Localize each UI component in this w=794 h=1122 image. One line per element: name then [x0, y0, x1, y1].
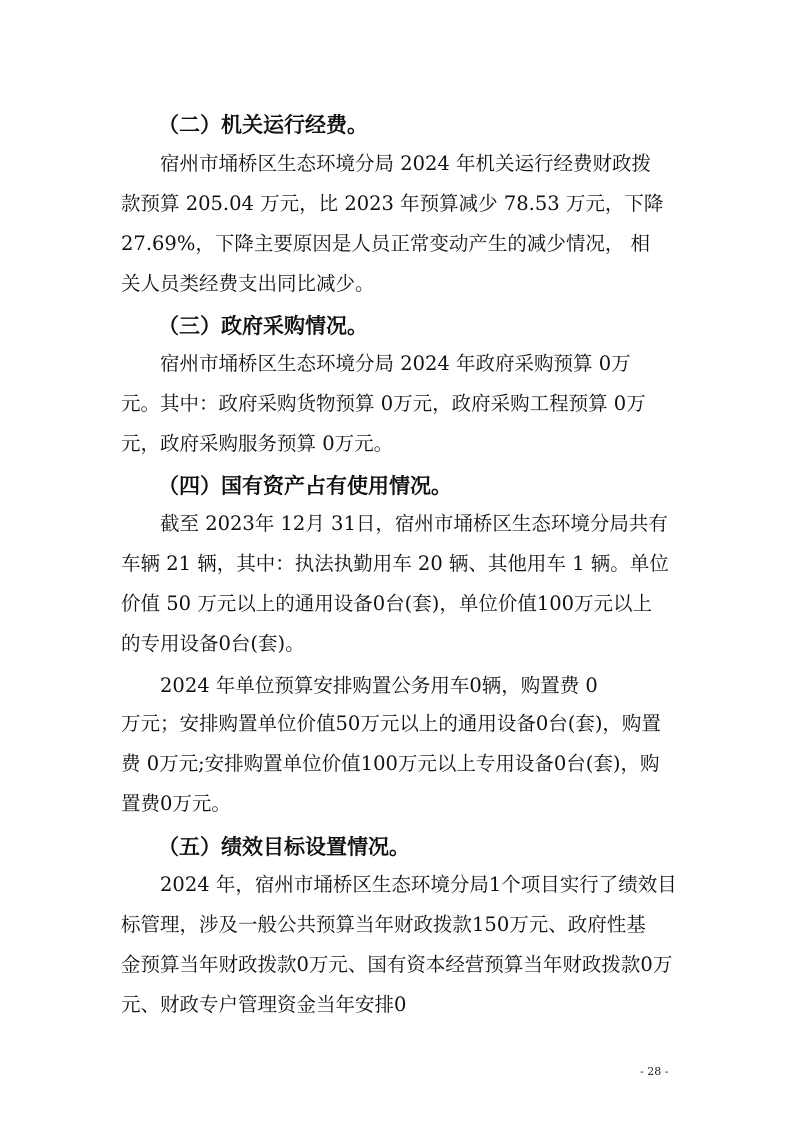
paragraph-line: 万元；安排购置单位价值50万元以上的通用设备0台(套)，购置: [121, 712, 661, 735]
paragraph-line: 2024 年，宿州市埇桥区生态环境分局1个项目实行了绩效目: [160, 873, 677, 896]
paragraph-line: 金预算当年财政拨款0万元、国有资本经营预算当年财政拨款0万: [121, 953, 673, 976]
paragraph-line: 置费0万元。: [121, 792, 231, 815]
paragraph-line: 2024 年单位预算安排购置公务用车0辆，购置费 0: [160, 674, 598, 697]
paragraph-line: 标管理，涉及一般公共预算当年财政拨款150万元、政府性基: [121, 913, 646, 936]
paragraph-line: 元、财政专户管理资金当年安排0: [121, 993, 407, 1016]
paragraph-line: 元，政府采购服务预算 0万元。: [121, 432, 394, 455]
section-heading-4: （四）国有资产占有使用情况。: [158, 474, 452, 498]
paragraph-line: 宿州市埇桥区生态环境分局 2024 年机关运行经费财政拨: [160, 152, 652, 175]
section-heading-3: （三）政府采购情况。: [158, 314, 368, 338]
paragraph-line: 截至 2023年 12月 31日，宿州市埇桥区生态环境分局共有: [160, 512, 668, 535]
paragraph-line: 的专用设备0台(套)。: [121, 632, 305, 655]
paragraph-line: 元。其中：政府采购货物预算 0万元，政府采购工程预算 0万: [121, 392, 646, 415]
section-heading-5: （五）绩效目标设置情况。: [158, 835, 410, 859]
page-number: - 28 -: [640, 1065, 669, 1078]
paragraph-line: 宿州市埇桥区生态环境分局 2024 年政府采购预算 0万: [160, 352, 631, 375]
paragraph-line: 价值 50 万元以上的通用设备0台(套)，单位价值100万元以上: [121, 592, 653, 615]
paragraph-line: 27.69%，下降主要原因是人员正常变动产生的减少情况， 相: [121, 232, 651, 255]
paragraph-line: 款预算 205.04 万元，比 2023 年预算减少 78.53 万元，下降: [121, 192, 664, 215]
section-heading-2: （二）机关运行经费。: [158, 113, 368, 137]
paragraph-line: 费 0万元;安排购置单位价值100万元以上专用设备0台(套)，购: [121, 752, 660, 775]
paragraph-line: 车辆 21 辆，其中：执法执勤用车 20 辆、其他用车 1 辆。单位: [121, 552, 669, 575]
paragraph-line: 关人员类经费支出同比减少。: [121, 272, 375, 295]
